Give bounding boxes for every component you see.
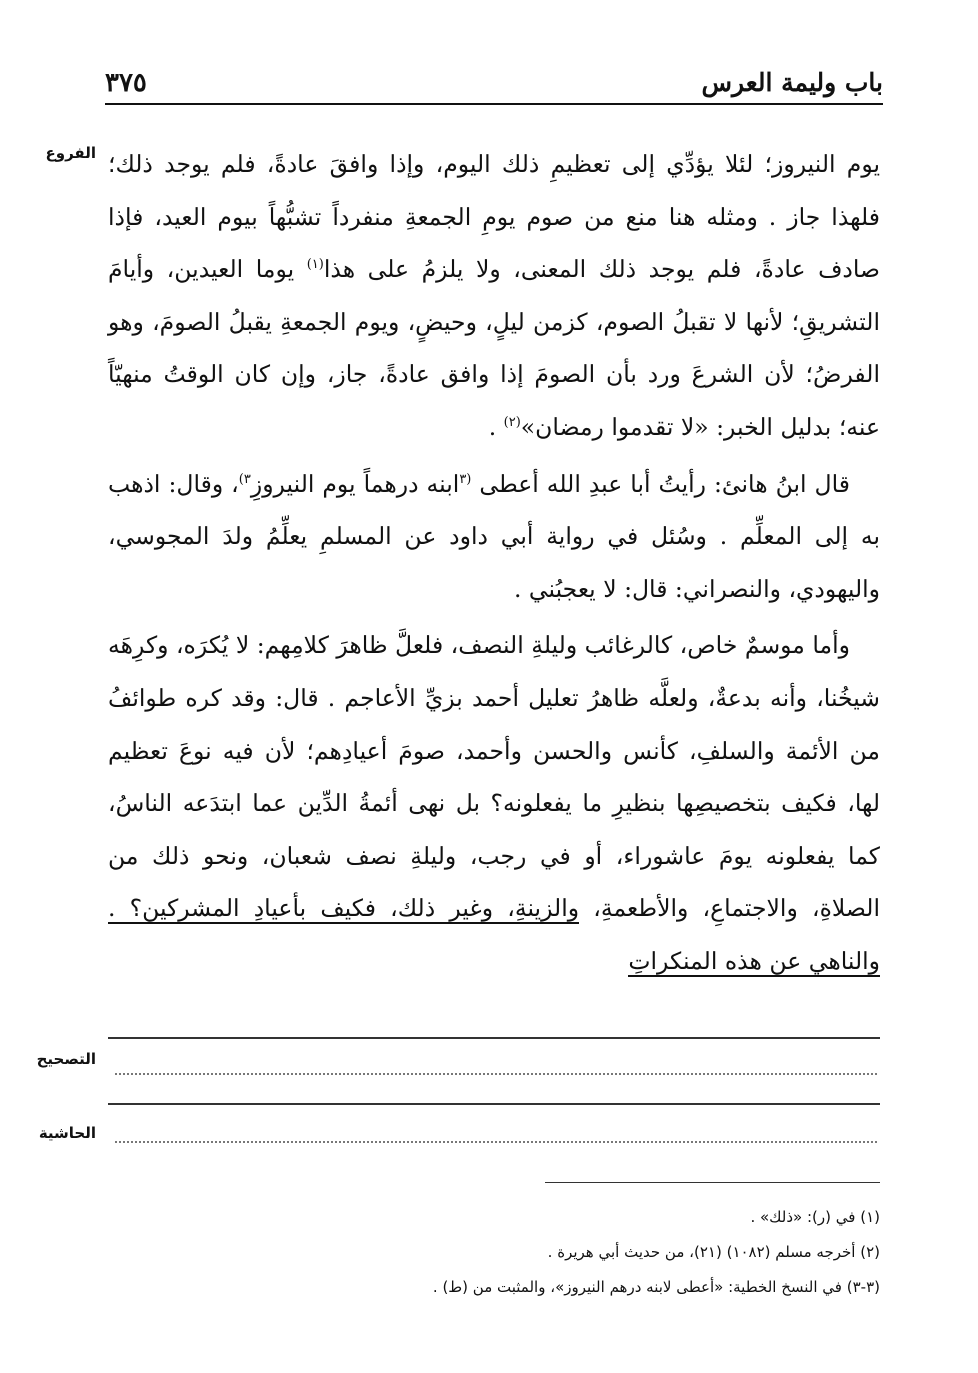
footnote-ref-2: (٢) [503,415,521,431]
furu-margin-label: الفروع [45,144,96,162]
tashih-rule [108,1103,880,1105]
footnote-ref-1: (١) [306,257,324,273]
hashiya-margin-label: الحاشية [38,1124,96,1142]
paragraph-3 [108,619,880,987]
text-end-rule [108,1037,880,1039]
footnote-ref-3-start: (٣ [459,471,472,487]
paragraph-2 [108,458,880,616]
running-header [105,62,883,102]
tashih-dotted-line [115,1073,877,1075]
footnotes [108,1200,880,1305]
paragraph-2-part-3: ، وقال: اذهب به إلى المعلِّم . وسُئل في رواية أبي داود عن المسلمِ يعلِّمُ ولدَ المجوسي، واليهودي، والنصراني: قال: لا يعجبُني . [108,469,880,603]
paragraph-1-part-1: يوم النيروز؛ لئلا يؤدِّي إلى تعظيمِ ذلك اليوم، وإذا وافقَ عادةً، فلم يوجد ذلك؛ فلهذا جاز . ومثله هنا منع من صوم يومِ الجمعةِ منفرداً تشبُّهاً بيوم العيد، فإذا صادف عادةً، فلم يوجد ذلك المعنى، ولا يلزمُ على هذا [108,150,881,284]
paragraph-3-underlined-line: والزينةِ، وغير ذلك، فكيف بأعيادِ المشركين؟ . والناهي عن هذه المنكراتِ [108,894,880,975]
footnote-separator [545,1182,880,1183]
page-number: ٣٧٥ [105,68,147,98]
paragraph-3-part-1: وأما موسمٌ خاص، كالرغائب وليلةِ النصف، فلعلَّ ظاهرَ كلامِهم: لا يُكرَه، وكرِهَه شيخُنا، وأنه بدعةٌ، ولعلَّه ظاهرُ تعليل أحمد بزيِّ الأعاجم . قال: وقد كره طوائفُ من الأئمة والسلفِ، كأنس والحسن وأحمد، صومَ أعيادِهم؛ لأن فيه نوعَ تعظيم لها، فكيف بتخصيصِها بنظيرِ ما يفعلونه؟ بل نهى أئمةُ الدِّين عما ابتدَعه الناسُ، كما يفعلونه يومَ عاشوراء، أو في رجب، وليلةِ نصف شعبان، ونحو ذلك من الصلاةِ، والاجتماعِ، والأطعمةِ، [108,631,880,923]
hashiya-dotted-line [115,1141,877,1143]
header-rule [105,103,883,105]
paragraph-1-end: . [488,412,504,441]
footnote-2: (٢) أخرجه مسلم (١٠٨٢) (٢١)، من حديث أبي هريرة . [547,1243,880,1261]
tashih-margin-label: التصحيح [36,1050,96,1068]
footnote-3: (٣-٣) في النسخ الخطية: «أعطى لابنه درهم النيروز»، والمثبت من (ط) . [432,1278,880,1296]
paragraph-2-part-2: ابنه درهماً يوم النيروزِ [250,469,460,498]
chapter-title: باب وليمة العرس [701,68,883,97]
footnote-ref-3-end: ٣) [238,471,251,487]
main-text [108,138,880,988]
footnote-1: (١) في (ر): «ذلك» . [750,1208,880,1226]
paragraph-2-part-1: قال ابنُ هانئ: رأيتُ أبا عبدِ الله أعطى [471,469,850,498]
paragraph-1-part-2: يوما العيدين، وأيامَ التشريقِ؛ لأنها لا تقبلُ الصوم، كزمن ليلٍ، وحيضٍ، ويوم الجمعةِ يقبلُ الصومَ، وهو الفرضُ؛ لأن الشرعَ ورد بأن الصومَ إذا وافق عادةً، جاز، وإن كان الوقتُ منهيّاً عنه؛ بدليل الخبر: «لا تقدموا رمضان» [108,255,880,441]
paragraph-1 [108,138,880,454]
